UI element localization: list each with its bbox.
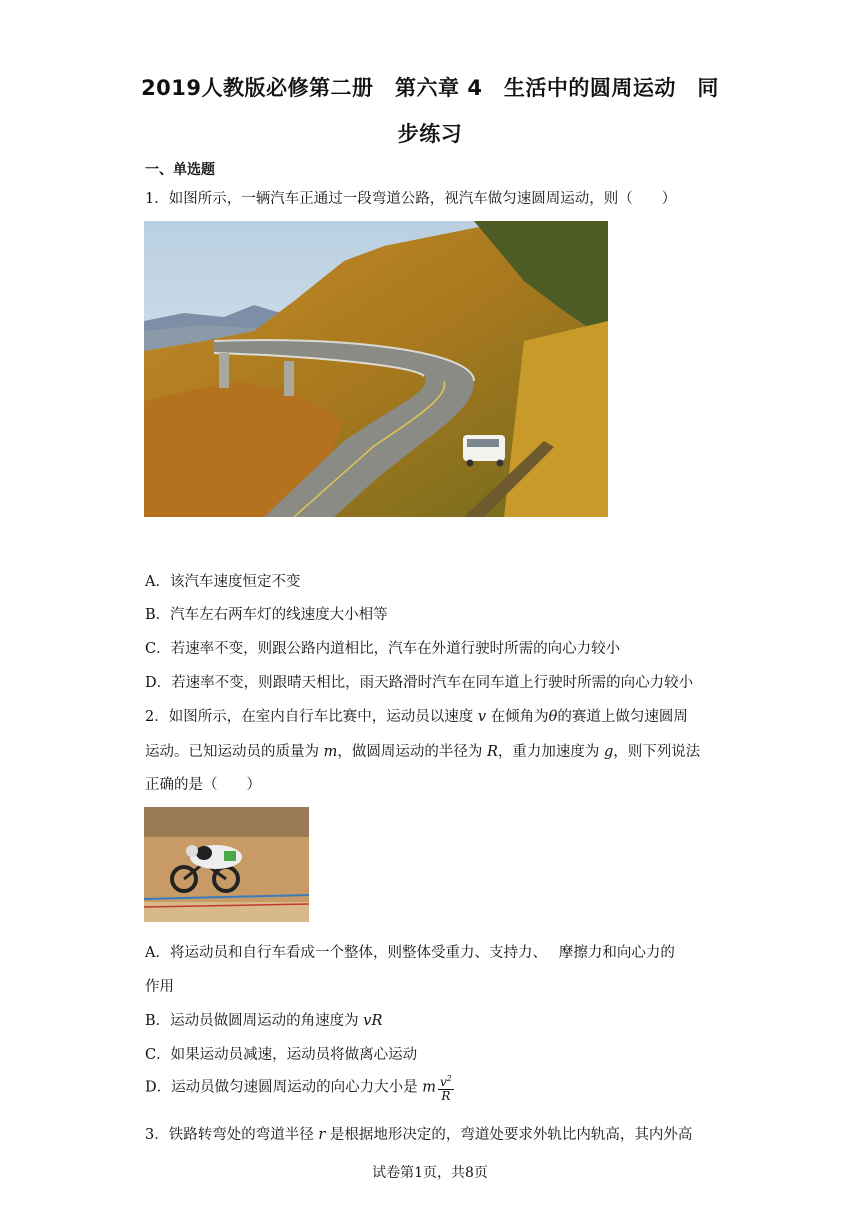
highway-curve-photo — [144, 221, 608, 517]
var-theta: θ — [548, 709, 558, 725]
exponent: 2 — [446, 1074, 452, 1083]
stem-text: 在倾角为 — [486, 709, 549, 725]
page-footer: 试卷第1页，共8页 — [372, 1165, 488, 1181]
option-text: B．运动员做圆周运动的角速度为 — [145, 1013, 364, 1029]
question-1-option-d: D．若速率不变，则跟晴天相比，雨天路滑时汽车在同车道上行驶时所需的向心力较小 — [145, 675, 694, 691]
stem-text: 是根据地形决定的，弯道处要求外轨比内轨高，其内外高 — [325, 1127, 693, 1143]
fraction-numerator — [438, 1072, 454, 1090]
question-1-option-a: A．该汽车速度恒定不变 — [145, 574, 301, 590]
question-2-stem-line1 — [145, 705, 688, 726]
question-1-option-c: C．若速率不变，则跟公路内道相比，汽车在外道行驶时所需的向心力较小 — [145, 641, 621, 657]
page-title-continued: 步练习 — [397, 122, 463, 146]
stem-text: 的赛道上做匀速圆周 — [557, 709, 688, 725]
question-2-stem-line2 — [145, 740, 700, 761]
question-3-stem — [145, 1123, 692, 1144]
question-1-stem: 1．如图所示，一辆汽车正通过一段弯道公路，视汽车做匀速圆周运动，则（ ） — [145, 191, 677, 207]
question-2-option-d — [145, 1072, 454, 1103]
page-title: 2019人教版必修第二册 第六章 4 生活中的圆周运动 同 — [141, 76, 719, 100]
var-m: m — [323, 744, 338, 760]
fraction-denominator: R — [441, 1089, 451, 1103]
var-r: r — [318, 1127, 326, 1143]
stem-text: ，则下列说法 — [613, 744, 701, 760]
stem-text: 2．如图所示，在室内自行车比赛中，运动员以速度 — [145, 709, 478, 725]
question-2-stem-line3: 正确的是（ ） — [145, 777, 261, 793]
var-R: R — [486, 744, 498, 760]
var-v: v — [477, 709, 487, 725]
question-2-option-c: C．如果运动员减速，运动员将做离心运动 — [145, 1047, 418, 1063]
stem-text: ，重力加速度为 — [497, 744, 604, 760]
stem-text: ，做圆周运动的半径为 — [337, 744, 487, 760]
var-g: g — [604, 744, 614, 760]
stem-text: 运动。已知运动员的质量为 — [145, 744, 324, 760]
track-cyclist-illustration — [144, 807, 309, 922]
question-2-option-a-line1: A．将运动员和自行车看成一个整体，则整体受重力、支持力、 摩擦力和向心力的 — [145, 945, 675, 961]
track-cyclist-photo — [144, 807, 309, 922]
var-vR: vR — [363, 1013, 383, 1029]
var-v: v — [439, 1075, 447, 1089]
option-text: D．运动员做匀速圆周运动的向心力大小是 — [145, 1079, 423, 1096]
fraction-v2-over-R — [438, 1072, 454, 1103]
question-2-option-a-line2: 作用 — [145, 979, 174, 995]
highway-curve-illustration — [144, 221, 608, 517]
question-2-option-b — [145, 1009, 382, 1030]
var-m: m — [422, 1079, 436, 1096]
stem-text: 3．铁路转弯处的弯道半径 — [145, 1127, 319, 1143]
question-1-option-b: B．汽车左右两车灯的线速度大小相等 — [145, 607, 388, 623]
section-heading: 一、单选题 — [145, 162, 215, 178]
